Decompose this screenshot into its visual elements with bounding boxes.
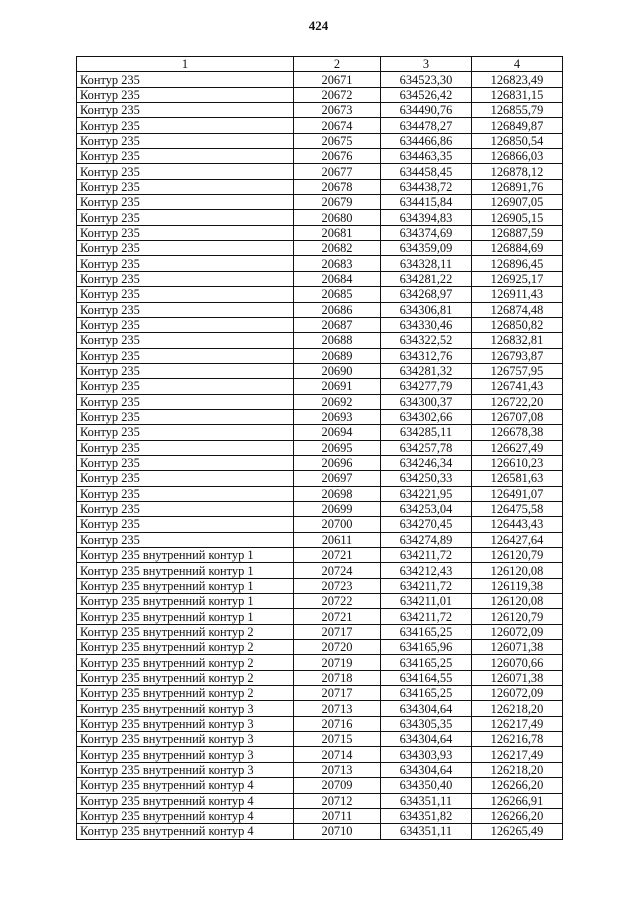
y-coordinate-cell: 126866,03	[472, 149, 563, 164]
table-row	[77, 164, 563, 179]
x-coordinate-cell: 634268,97	[381, 287, 472, 302]
table-row	[77, 225, 563, 240]
y-coordinate-cell: 126581,63	[472, 471, 563, 486]
table-row	[77, 486, 563, 501]
y-coordinate-cell: 126072,09	[472, 686, 563, 701]
point-number-cell: 20680	[294, 210, 381, 225]
x-coordinate-cell: 634250,33	[381, 471, 472, 486]
contour-name-cell: Контур 235	[77, 409, 294, 424]
table-row	[77, 640, 563, 655]
table-row	[77, 425, 563, 440]
contour-name-cell: Контур 235	[77, 179, 294, 194]
table-row	[77, 133, 563, 148]
contour-name-cell: Контур 235 внутренний контур 3	[77, 747, 294, 762]
x-coordinate-cell: 634415,84	[381, 195, 472, 210]
contour-name-cell: Контур 235 внутренний контур 3	[77, 762, 294, 777]
y-coordinate-cell: 126884,69	[472, 241, 563, 256]
y-coordinate-cell: 126218,20	[472, 762, 563, 777]
contour-name-cell: Контур 235	[77, 149, 294, 164]
table-row	[77, 72, 563, 87]
y-coordinate-cell: 126707,08	[472, 409, 563, 424]
y-coordinate-cell: 126722,20	[472, 394, 563, 409]
point-number-cell: 20694	[294, 425, 381, 440]
contour-name-cell: Контур 235	[77, 363, 294, 378]
table-body	[77, 72, 563, 839]
y-coordinate-cell: 126071,38	[472, 640, 563, 655]
point-number-cell: 20717	[294, 624, 381, 639]
x-coordinate-cell: 634257,78	[381, 440, 472, 455]
y-coordinate-cell: 126070,66	[472, 655, 563, 670]
table-row	[77, 824, 563, 839]
table-row	[77, 594, 563, 609]
contour-name-cell: Контур 235	[77, 471, 294, 486]
y-coordinate-cell: 126891,76	[472, 179, 563, 194]
table-row	[77, 808, 563, 823]
y-coordinate-cell: 126427,64	[472, 532, 563, 547]
table-row	[77, 501, 563, 516]
table-row	[77, 578, 563, 593]
table-row	[77, 317, 563, 332]
table-row	[77, 409, 563, 424]
point-number-cell: 20672	[294, 87, 381, 102]
point-number-cell: 20674	[294, 118, 381, 133]
point-number-cell: 20712	[294, 793, 381, 808]
y-coordinate-cell: 126266,20	[472, 778, 563, 793]
point-number-cell: 20720	[294, 640, 381, 655]
point-number-cell: 20683	[294, 256, 381, 271]
x-coordinate-cell: 634526,42	[381, 87, 472, 102]
point-number-cell: 20715	[294, 732, 381, 747]
point-number-cell: 20713	[294, 701, 381, 716]
table-row	[77, 670, 563, 685]
table-row	[77, 271, 563, 286]
x-coordinate-cell: 634463,35	[381, 149, 472, 164]
table-row	[77, 333, 563, 348]
contour-name-cell: Контур 235 внутренний контур 4	[77, 793, 294, 808]
x-coordinate-cell: 634478,27	[381, 118, 472, 133]
contour-name-cell: Контур 235	[77, 425, 294, 440]
x-coordinate-cell: 634350,40	[381, 778, 472, 793]
contour-name-cell: Контур 235	[77, 118, 294, 133]
point-number-cell: 20691	[294, 379, 381, 394]
table-row	[77, 762, 563, 777]
y-coordinate-cell: 126793,87	[472, 348, 563, 363]
point-number-cell: 20686	[294, 302, 381, 317]
contour-name-cell: Контур 235	[77, 455, 294, 470]
x-coordinate-cell: 634211,01	[381, 594, 472, 609]
point-number-cell: 20685	[294, 287, 381, 302]
point-number-cell: 20671	[294, 72, 381, 87]
table-row	[77, 747, 563, 762]
x-coordinate-cell: 634165,96	[381, 640, 472, 655]
y-coordinate-cell: 126874,48	[472, 302, 563, 317]
y-coordinate-cell: 126475,58	[472, 501, 563, 516]
x-coordinate-cell: 634212,43	[381, 563, 472, 578]
x-coordinate-cell: 634304,64	[381, 701, 472, 716]
table-row	[77, 778, 563, 793]
x-coordinate-cell: 634211,72	[381, 548, 472, 563]
contour-name-cell: Контур 235	[77, 241, 294, 256]
y-coordinate-cell: 126905,15	[472, 210, 563, 225]
x-coordinate-cell: 634374,69	[381, 225, 472, 240]
x-coordinate-cell: 634270,45	[381, 517, 472, 532]
x-coordinate-cell: 634394,83	[381, 210, 472, 225]
x-coordinate-cell: 634304,64	[381, 732, 472, 747]
table-row	[77, 363, 563, 378]
contour-name-cell: Контур 235	[77, 195, 294, 210]
contour-name-cell: Контур 235 внутренний контур 1	[77, 609, 294, 624]
x-coordinate-cell: 634211,72	[381, 578, 472, 593]
contour-name-cell: Контур 235 внутренний контур 2	[77, 624, 294, 639]
page-number: 424	[308, 18, 329, 33]
y-coordinate-cell: 126120,79	[472, 548, 563, 563]
table-row	[77, 118, 563, 133]
y-coordinate-cell: 126120,08	[472, 563, 563, 578]
table-row	[77, 256, 563, 271]
table-row	[77, 548, 563, 563]
table-row	[77, 563, 563, 578]
contour-name-cell: Контур 235	[77, 532, 294, 547]
table-row	[77, 103, 563, 118]
x-coordinate-cell: 634306,81	[381, 302, 472, 317]
table-row	[77, 793, 563, 808]
contour-name-cell: Контур 235	[77, 440, 294, 455]
y-coordinate-cell: 126627,49	[472, 440, 563, 455]
x-coordinate-cell: 634351,11	[381, 793, 472, 808]
point-number-cell: 20688	[294, 333, 381, 348]
x-coordinate-cell: 634211,72	[381, 609, 472, 624]
table-row	[77, 379, 563, 394]
point-number-cell: 20684	[294, 271, 381, 286]
point-number-cell: 20675	[294, 133, 381, 148]
point-number-cell: 20721	[294, 609, 381, 624]
table-row	[77, 287, 563, 302]
point-number-cell: 20724	[294, 563, 381, 578]
y-coordinate-cell: 126855,79	[472, 103, 563, 118]
point-number-cell: 20711	[294, 808, 381, 823]
x-coordinate-cell: 634466,86	[381, 133, 472, 148]
contour-name-cell: Контур 235	[77, 302, 294, 317]
y-coordinate-cell: 126120,08	[472, 594, 563, 609]
x-coordinate-cell: 634303,93	[381, 747, 472, 762]
y-coordinate-cell: 126907,05	[472, 195, 563, 210]
y-coordinate-cell: 126217,49	[472, 716, 563, 731]
y-coordinate-cell: 126216,78	[472, 732, 563, 747]
contour-name-cell: Контур 235	[77, 225, 294, 240]
table-row	[77, 471, 563, 486]
contour-name-cell: Контур 235	[77, 333, 294, 348]
contour-name-cell: Контур 235	[77, 317, 294, 332]
point-number-cell: 20697	[294, 471, 381, 486]
contour-name-cell: Контур 235 внутренний контур 1	[77, 594, 294, 609]
point-number-cell: 20719	[294, 655, 381, 670]
y-coordinate-cell: 126119,38	[472, 578, 563, 593]
x-coordinate-cell: 634277,79	[381, 379, 472, 394]
contour-name-cell: Контур 235 внутренний контур 2	[77, 640, 294, 655]
contour-name-cell: Контур 235 внутренний контур 1	[77, 548, 294, 563]
contour-name-cell: Контур 235	[77, 72, 294, 87]
contour-name-cell: Контур 235	[77, 379, 294, 394]
point-number-cell: 20677	[294, 164, 381, 179]
contour-name-cell: Контур 235	[77, 87, 294, 102]
point-number-cell: 20681	[294, 225, 381, 240]
x-coordinate-cell: 634330,46	[381, 317, 472, 332]
contour-name-cell: Контур 235 внутренний контур 2	[77, 655, 294, 670]
x-coordinate-cell: 634300,37	[381, 394, 472, 409]
point-number-cell: 20687	[294, 317, 381, 332]
table-row	[77, 195, 563, 210]
contour-name-cell: Контур 235	[77, 517, 294, 532]
column-header-1: 1	[77, 57, 294, 72]
point-number-cell: 20692	[294, 394, 381, 409]
point-number-cell: 20678	[294, 179, 381, 194]
table-row	[77, 686, 563, 701]
contour-name-cell: Контур 235	[77, 210, 294, 225]
contour-name-cell: Контур 235	[77, 133, 294, 148]
contour-name-cell: Контур 235 внутренний контур 3	[77, 716, 294, 731]
x-coordinate-cell: 634304,64	[381, 762, 472, 777]
x-coordinate-cell: 634246,34	[381, 455, 472, 470]
point-number-cell: 20699	[294, 501, 381, 516]
contour-name-cell: Контур 235	[77, 164, 294, 179]
y-coordinate-cell: 126757,95	[472, 363, 563, 378]
x-coordinate-cell: 634359,09	[381, 241, 472, 256]
y-coordinate-cell: 126831,15	[472, 87, 563, 102]
y-coordinate-cell: 126266,91	[472, 793, 563, 808]
contour-name-cell: Контур 235	[77, 486, 294, 501]
x-coordinate-cell: 634164,55	[381, 670, 472, 685]
contour-name-cell: Контур 235	[77, 348, 294, 363]
point-number-cell: 20716	[294, 716, 381, 731]
y-coordinate-cell: 126823,49	[472, 72, 563, 87]
point-number-cell: 20718	[294, 670, 381, 685]
x-coordinate-cell: 634523,30	[381, 72, 472, 87]
y-coordinate-cell: 126741,43	[472, 379, 563, 394]
table-row	[77, 701, 563, 716]
x-coordinate-cell: 634285,11	[381, 425, 472, 440]
y-coordinate-cell: 126896,45	[472, 256, 563, 271]
point-number-cell: 20710	[294, 824, 381, 839]
table-row	[77, 455, 563, 470]
table-row	[77, 609, 563, 624]
y-coordinate-cell: 126265,49	[472, 824, 563, 839]
x-coordinate-cell: 634281,22	[381, 271, 472, 286]
x-coordinate-cell: 634165,25	[381, 624, 472, 639]
contour-name-cell: Контур 235 внутренний контур 2	[77, 686, 294, 701]
contour-name-cell: Контур 235	[77, 256, 294, 271]
y-coordinate-cell: 126887,59	[472, 225, 563, 240]
coordinates-table	[76, 56, 563, 840]
contour-name-cell: Контур 235	[77, 287, 294, 302]
point-number-cell: 20698	[294, 486, 381, 501]
point-number-cell: 20673	[294, 103, 381, 118]
y-coordinate-cell: 126071,38	[472, 670, 563, 685]
table-row	[77, 732, 563, 747]
table-row	[77, 394, 563, 409]
point-number-cell: 20695	[294, 440, 381, 455]
x-coordinate-cell: 634490,76	[381, 103, 472, 118]
point-number-cell: 20690	[294, 363, 381, 378]
x-coordinate-cell: 634165,25	[381, 655, 472, 670]
point-number-cell: 20722	[294, 594, 381, 609]
table-row	[77, 210, 563, 225]
contour-name-cell: Контур 235 внутренний контур 1	[77, 563, 294, 578]
column-header-2: 2	[294, 57, 381, 72]
y-coordinate-cell: 126120,79	[472, 609, 563, 624]
x-coordinate-cell: 634438,72	[381, 179, 472, 194]
point-number-cell: 20696	[294, 455, 381, 470]
contour-name-cell: Контур 235 внутренний контур 4	[77, 808, 294, 823]
x-coordinate-cell: 634221,95	[381, 486, 472, 501]
table-row	[77, 87, 563, 102]
y-coordinate-cell: 126678,38	[472, 425, 563, 440]
x-coordinate-cell: 634351,82	[381, 808, 472, 823]
x-coordinate-cell: 634322,52	[381, 333, 472, 348]
y-coordinate-cell: 126217,49	[472, 747, 563, 762]
table-row	[77, 517, 563, 532]
contour-name-cell: Контур 235 внутренний контур 3	[77, 701, 294, 716]
contour-name-cell: Контур 235	[77, 394, 294, 409]
y-coordinate-cell: 126849,87	[472, 118, 563, 133]
contour-name-cell: Контур 235 внутренний контур 4	[77, 778, 294, 793]
x-coordinate-cell: 634165,25	[381, 686, 472, 701]
point-number-cell: 20714	[294, 747, 381, 762]
table-row	[77, 655, 563, 670]
point-number-cell: 20709	[294, 778, 381, 793]
point-number-cell: 20723	[294, 578, 381, 593]
table-row	[77, 440, 563, 455]
y-coordinate-cell: 126832,81	[472, 333, 563, 348]
point-number-cell: 20676	[294, 149, 381, 164]
column-header-4: 4	[472, 57, 563, 72]
point-number-cell: 20611	[294, 532, 381, 547]
contour-name-cell: Контур 235 внутренний контур 2	[77, 670, 294, 685]
column-header-3: 3	[381, 57, 472, 72]
x-coordinate-cell: 634274,89	[381, 532, 472, 547]
x-coordinate-cell: 634458,45	[381, 164, 472, 179]
y-coordinate-cell: 126072,09	[472, 624, 563, 639]
point-number-cell: 20679	[294, 195, 381, 210]
contour-name-cell: Контур 235 внутренний контур 1	[77, 578, 294, 593]
point-number-cell: 20717	[294, 686, 381, 701]
table-row	[77, 624, 563, 639]
y-coordinate-cell: 126850,82	[472, 317, 563, 332]
x-coordinate-cell: 634302,66	[381, 409, 472, 424]
y-coordinate-cell: 126610,23	[472, 455, 563, 470]
y-coordinate-cell: 126443,43	[472, 517, 563, 532]
contour-name-cell: Контур 235	[77, 271, 294, 286]
y-coordinate-cell: 126911,43	[472, 287, 563, 302]
x-coordinate-cell: 634351,11	[381, 824, 472, 839]
y-coordinate-cell: 126925,17	[472, 271, 563, 286]
point-number-cell: 20682	[294, 241, 381, 256]
contour-name-cell: Контур 235 внутренний контур 4	[77, 824, 294, 839]
point-number-cell: 20689	[294, 348, 381, 363]
point-number-cell: 20721	[294, 548, 381, 563]
table-row	[77, 532, 563, 547]
x-coordinate-cell: 634328,11	[381, 256, 472, 271]
table-header-row	[77, 57, 563, 72]
x-coordinate-cell: 634305,35	[381, 716, 472, 731]
point-number-cell: 20713	[294, 762, 381, 777]
table-row	[77, 149, 563, 164]
contour-name-cell: Контур 235	[77, 103, 294, 118]
contour-name-cell: Контур 235 внутренний контур 3	[77, 732, 294, 747]
table-row	[77, 716, 563, 731]
y-coordinate-cell: 126878,12	[472, 164, 563, 179]
y-coordinate-cell: 126491,07	[472, 486, 563, 501]
contour-name-cell: Контур 235	[77, 501, 294, 516]
y-coordinate-cell: 126218,20	[472, 701, 563, 716]
x-coordinate-cell: 634253,04	[381, 501, 472, 516]
x-coordinate-cell: 634281,32	[381, 363, 472, 378]
x-coordinate-cell: 634312,76	[381, 348, 472, 363]
table-row	[77, 241, 563, 256]
point-number-cell: 20693	[294, 409, 381, 424]
point-number-cell: 20700	[294, 517, 381, 532]
table-row	[77, 348, 563, 363]
table-row	[77, 302, 563, 317]
y-coordinate-cell: 126850,54	[472, 133, 563, 148]
y-coordinate-cell: 126266,20	[472, 808, 563, 823]
table-row	[77, 179, 563, 194]
